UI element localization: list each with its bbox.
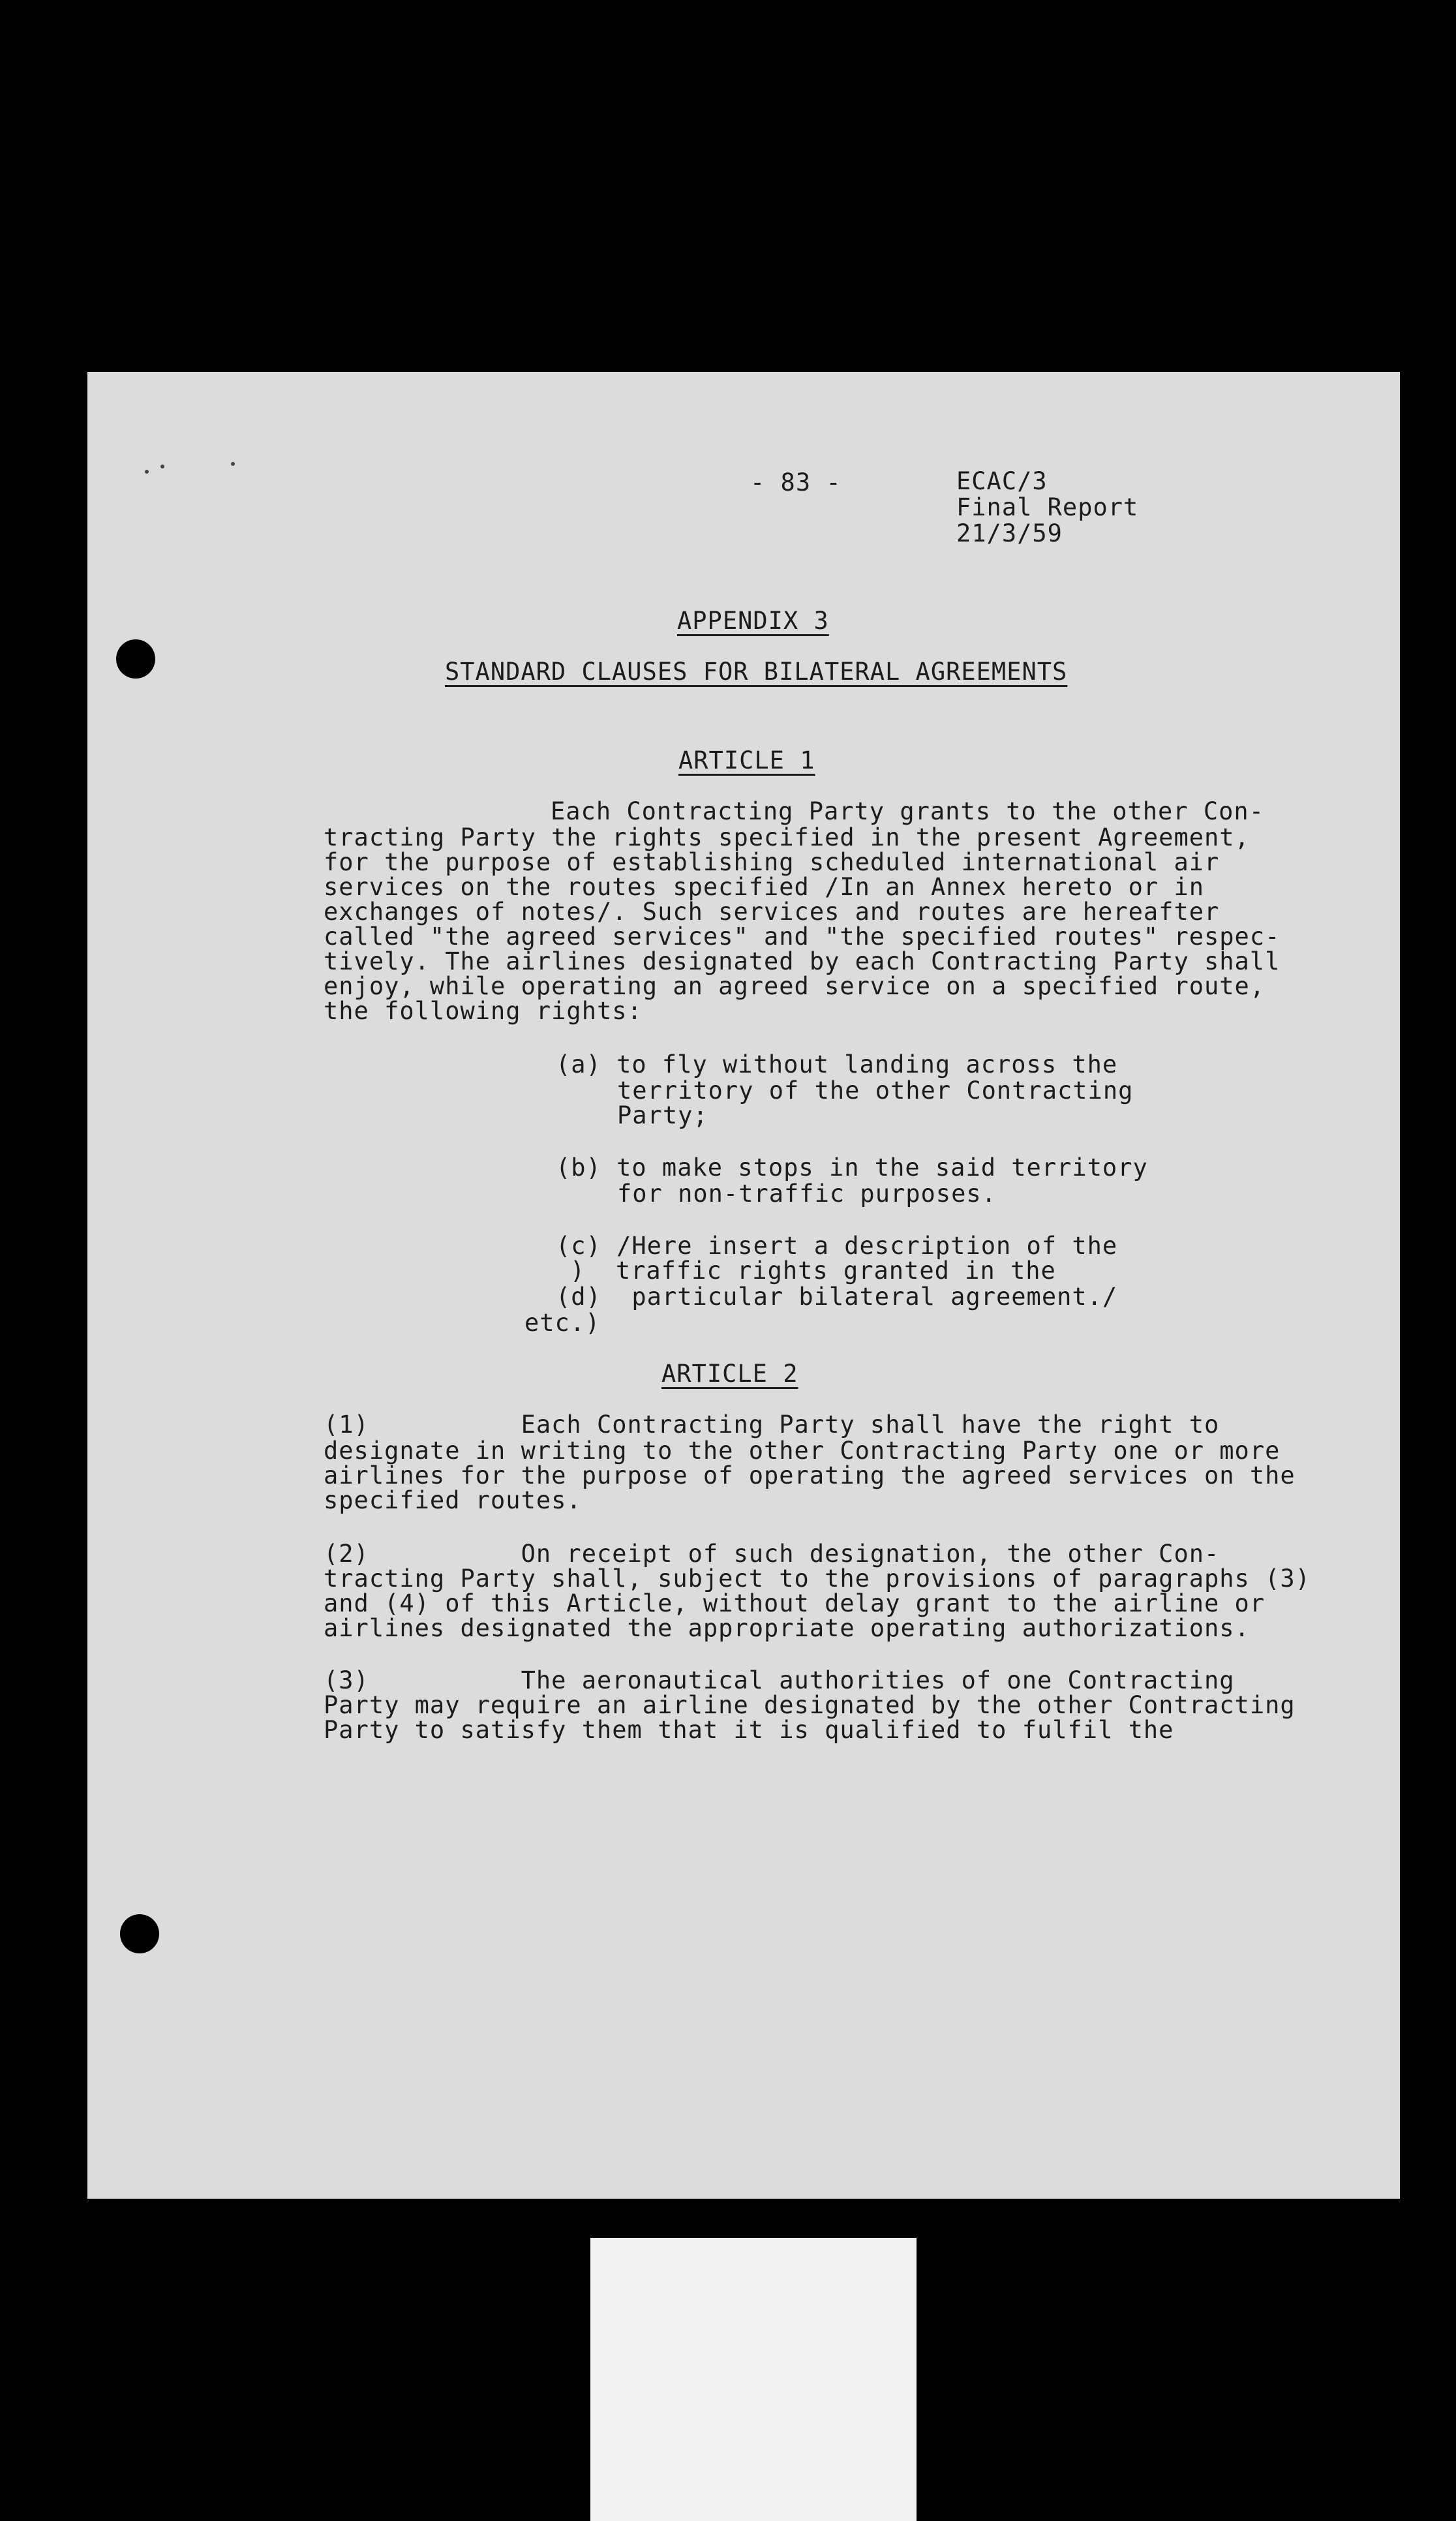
- speck: [231, 462, 235, 466]
- article-1-line: the following rights:: [324, 997, 643, 1025]
- speck: [145, 470, 149, 474]
- punch-hole-bottom: [120, 1914, 159, 1953]
- item-a-line: Party;: [617, 1101, 708, 1129]
- article-1-line: tively. The airlines designated by each Contracting Party shall: [324, 947, 1281, 975]
- doc-title: Final Report: [956, 493, 1139, 521]
- article-2-para-2-line: tracting Party shall, subject to the provisions of paragraphs (3): [324, 1565, 1311, 1593]
- article-2-para-3-line: Party to satisfy them that it is qualified to fulfil the: [324, 1716, 1174, 1744]
- article-2-para-3-line: (3) The aeronautical authorities of one Contracting: [324, 1666, 1235, 1694]
- article-1-line: enjoy, while operating an agreed service on a specified route,: [324, 972, 1266, 1000]
- article-1-line: services on the routes specified /In an Annex hereto or in: [324, 873, 1205, 901]
- item-b-line: (b) to make stops in the said territory: [556, 1154, 1148, 1182]
- article-2-para-1-line: airlines for the purpose of operating the agreed services on the: [324, 1461, 1296, 1490]
- item-c-line: (d) particular bilateral agreement./: [556, 1283, 1118, 1311]
- article-1-line: Each Contracting Party grants to the other Con-: [551, 797, 1264, 825]
- item-a-line: territory of the other Contracting: [617, 1077, 1134, 1105]
- article-1-line: called "the agreed services" and "the specified routes" respec-: [324, 923, 1281, 951]
- doc-reference: ECAC/3: [956, 467, 1048, 495]
- page-number: - 83 -: [750, 468, 842, 497]
- article-2-para-2-line: airlines designated the appropriate operating authorizations.: [324, 1614, 1250, 1642]
- document-page: [87, 372, 1400, 2199]
- doc-date: 21/3/59: [956, 519, 1063, 547]
- article-1-line: for the purpose of establishing scheduled international air: [324, 848, 1220, 876]
- scan-label-card: [590, 2238, 917, 2521]
- article-2-para-1-line: (1) Each Contracting Party shall have the right to: [324, 1411, 1220, 1439]
- article-1-line: exchanges of notes/. Such services and routes are hereafter: [324, 898, 1220, 926]
- article-2-para-1-line: designate in writing to the other Contracting Party one or more: [324, 1437, 1281, 1465]
- item-c-line: ) traffic rights granted in the: [570, 1257, 1056, 1285]
- appendix-heading: STANDARD CLAUSES FOR BILATERAL AGREEMENTS: [445, 658, 1068, 686]
- article-2-heading: ARTICLE 2: [661, 1360, 798, 1388]
- article-2-para-3-line: Party may require an airline designated by the other Contracting: [324, 1691, 1296, 1719]
- item-c-line: etc.): [524, 1309, 601, 1337]
- punch-hole-top: [116, 639, 155, 679]
- article-2-para-1-line: specified routes.: [324, 1486, 582, 1514]
- article-2-para-2-line: and (4) of this Article, without delay grant to the airline or: [324, 1589, 1266, 1617]
- item-b-line: for non-traffic purposes.: [617, 1180, 997, 1208]
- item-a-line: (a) to fly without landing across the: [556, 1050, 1118, 1078]
- article-1-line: tracting Party the rights specified in the present Agreement,: [324, 823, 1250, 851]
- article-1-heading: ARTICLE 1: [678, 746, 815, 774]
- speck: [160, 465, 164, 468]
- item-c-line: (c) /Here insert a description of the: [556, 1232, 1118, 1260]
- appendix-title: APPENDIX 3: [677, 607, 829, 635]
- article-2-para-2-line: (2) On receipt of such designation, the other Con-: [324, 1540, 1220, 1568]
